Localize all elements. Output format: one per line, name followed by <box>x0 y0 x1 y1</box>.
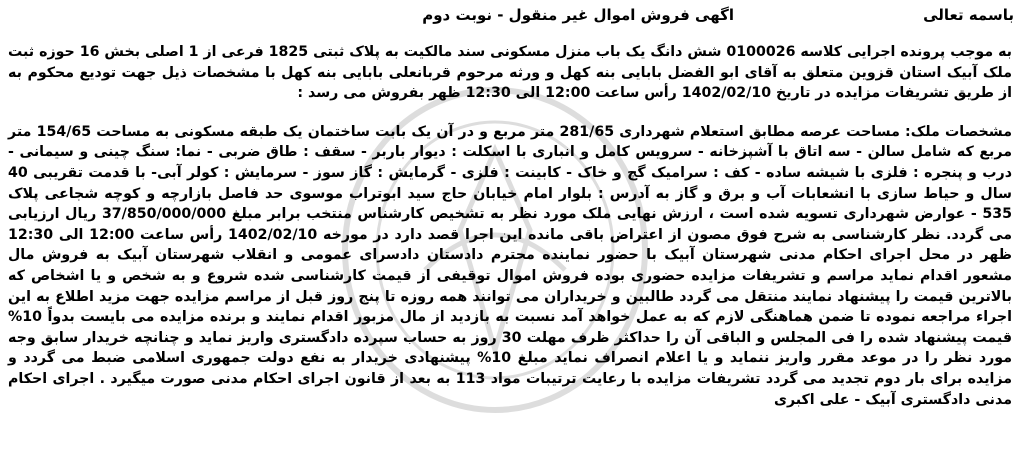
property-details-paragraph: مشخصات ملک: مساحت عرصه مطابق استعلام شهرداری 281/65 متر مربع و در آن یک بابت ساختمان یک طبقه مسکونی به مساحت 154/65 متر مربع که شامل سالن - سه اتاق با آشپزخانه - سرویس کامل و انباری با اسکلت : دیوار باربر - سقف : طاق ضربی - نما: سنگ چینی و سیمانی - درب و پنجره : فلزی با شیشه ساده - کف : سرامیک گچ و خاک - کابینت : فلزی - گرمایش : گاز سوز - سرمایش : کولر آبی- با قدمت تقریبی 40 سال و حیاط سازی با انشعابات آب و برق و گاز به آدرس : بلوار امام خیابان حاج سید ابوتراب موسوی حد فاصل بازارچه و کوچه شجاعی پلاک 535 - عوارض شهرداری تسویه شده است ، ارزش نهایی ملک مورد نظر به تشخیص کارشناس منتخب برابر مبلغ 37/850/000/000 ریال ارزیابی می گردد. نظر کارشناسی به شرح فوق مصون از اعتراض باقی مانده این اجرا قصد دارد در مورخه 1402/02/10 رأس ساعت 12:00 الی 12:30 ظهر در محل اجرای احکام مدنی شهرستان آبیک با حضور نماینده محترم دادستان دادسرای عمومی و انقلاب شهرستان آبیک به فروش مال مشعور اقدام نماید مراسم و تشریفات مزایده حضوری بوده فروش اموال توقیفی از قیمت کارشناسی شده شروع و به شخص و یا اشخاص که بالاترین قیمت را پیشنهاد نمایند منتقل می گردد طالبین و خریداران می توانند همه روزه تا پنج روز قبل از مراسم مزایده جهت مزید اطلاع به این اجراء مراجعه نموده تا ضمن هماهنگی لازم که به عمل خواهد آمد نسبت به بازدید از مال مزبور اقدام نمایند و برنده مزایده می بایست بدواً 10% قیمت پیشنهاد شده را فی المجلس و الباقی آن را حداکثر ظرف مهلت 30 روز به حساب سپرده دادگستری واریز نماید و چنانچه خریدار سابق وجه مورد نظر را در موعد مقرر واریز ننماید و یا اعلام انصراف نماید مبلغ 10% پیشنهادی خریدار به نفع دولت جمهوری اسلامی ضبط می گردد و مزایده برای بار دوم تجدید می گردد تشریفات مزایده با رعایت ترتیبات مواد 113 به بعد از قانون اجرای احکام مدنی صورت میگیرد . اجرای احکام مدنی دادگستری آبیک - علی اکبری <box>8 123 1013 408</box>
salutation: باسمه تعالی <box>923 6 1014 24</box>
notice-intro-paragraph: به موجب پرونده اجرایی کلاسه 0100026 شش دانگ یک باب منزل مسکونی سند مالکیت به پلاک ثبتی 1825 فرعی از 1 اصلی بخش 16 حوزه ثبت ملک آبیک استان قزوین متعلق به آقای ابو الفضل بابایی بنه کهل و ورثه مرحوم قربانعلی بابایی بنه کهل با مشخصات ذیل جهت تودیع محکوم به از طریق تشریفات مزایده در تاریخ 1402/02/10 رأس ساعت 12:00 الی 12:30 ظهر بفروش می رسد : <box>8 44 1013 102</box>
notice-body <box>8 42 1012 410</box>
notice-title: اگهی فروش اموال غیر منقول - نوبت دوم <box>422 6 734 24</box>
notice-header <box>10 6 1014 32</box>
